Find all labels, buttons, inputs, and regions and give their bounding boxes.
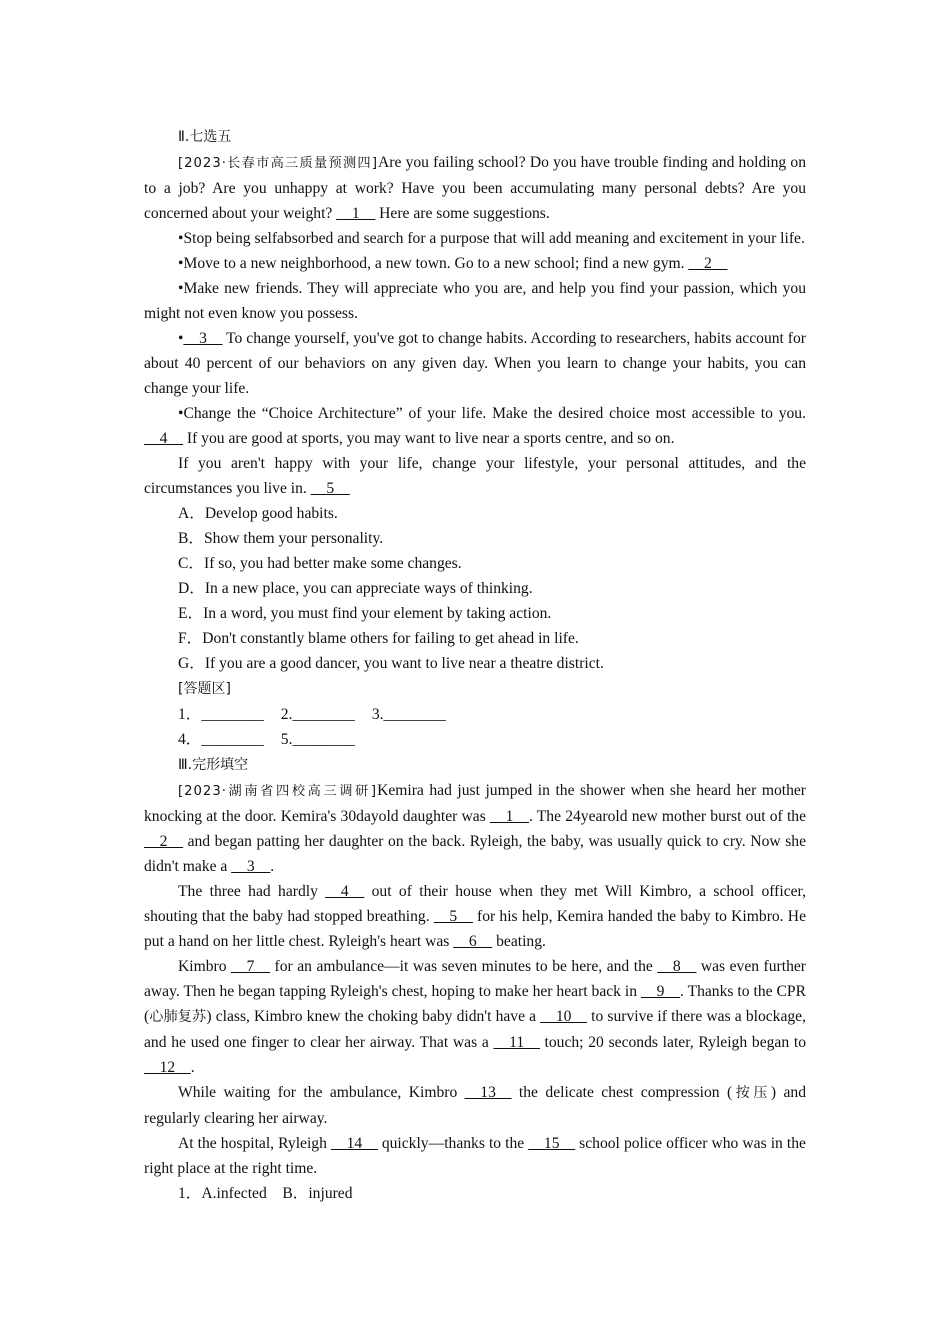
answer-slot-4[interactable]: 4．________ [178,731,264,748]
cloze-blank-1: __1__ [489,808,529,825]
cloze-paragraph-3: Kimbro __7__ for an ambulance—it was seven minutes to be here, and the __8__ was even further away. Then he began tapping Ryleigh's chest, hoping to make her heart back in __9__. Thanks to the CPR (心肺复苏) class, Kimbro knew the choking baby didn't have a __10__ to survive if there was a blockage, and he used one finger to clear her airway. That was a __11__ touch; 20 seconds later, Ryleigh began to __12__. [144,958,807,1076]
suggestion-5: •Change the “Choice Architecture” of your life. Make the desired choice most accessible to you. __4__ If you are good at sports, you may want to live near a sports centre, and so on. [144,405,806,447]
blank-5: __5__ [310,480,350,497]
suggestion-4: •__3__ To change yourself, you've got to change habits. According to researchers, habits account for about 40 percent of our behaviors on any given day. When you learn to change your habits, you can change your life. [144,330,806,397]
cloze-blank-8: __8__ [657,958,697,975]
cloze-blank-7: __7__ [231,958,271,975]
answer-slot-3[interactable]: 3.________ [371,706,446,723]
answer-row-1 [144,702,806,727]
section2-heading: Ⅱ.七选五 [178,129,232,145]
option-d: D．In a new place, you can appreciate ways of thinking. [178,580,533,597]
option-a: A．Develop good habits. [178,505,338,522]
option-b: B．Show them your personality. [178,530,384,547]
answer-slot-5[interactable]: 5.________ [280,731,355,748]
suggestion-2: •Move to a new neighborhood, a new town. Go to a new school; find a new gym. __2__ [178,255,728,272]
blank-1: __1__ [336,205,376,222]
section2-source: [2023·长春市高三质量预测四] [178,156,379,171]
cloze-paragraph-2: The three had hardly __4__ out of their house when they met Will Kimbro, a school officer, shouting that the baby had stopped breathing. __5__ for his help, Kemira handed the baby to Kimbro. He put a hand on her little chest. Ryleigh's heart was __6__ beating. [144,883,806,950]
option-f: F．Don't constantly blame others for failing to get ahead in life. [178,630,579,647]
cloze-blank-4: __4__ [325,883,365,900]
suggestion-1: •Stop being selfabsorbed and search for a purpose that will add meaning and excitement in your life. [178,230,805,247]
cloze-blank-11: __11__ [493,1034,540,1051]
blank-2: __2__ [688,255,728,272]
answer-area-label: [答题区] [178,681,231,697]
section3-heading: Ⅲ.完形填空 [178,757,249,773]
option-e: E．In a word, you must find your element by taking action. [178,605,552,622]
compression-chinese: 按压 [732,1085,771,1101]
blank-4: __4__ [144,430,183,447]
cloze-blank-3: __3__ [231,858,271,875]
section2-intro: [2023·长春市高三质量预测四]Are you failing school? Do you have trouble finding and holding on to a job? Are you unhappy at work? Have you been accumulating many personal debts? Are you concerned about your weight? __1__ Here are some suggestions. [144,154,806,222]
cloze-blank-2: __2__ [144,833,183,850]
cloze-paragraph-5: At the hospital, Ryleigh __14__ quickly—thanks to the __15__ school police officer who was in the right place at the right time. [144,1135,806,1177]
cloze-blank-10: __10__ [540,1008,587,1025]
answer-row-2 [144,727,806,752]
cloze-blank-6: __6__ [453,933,493,950]
blank-3: __3__ [183,330,223,347]
cloze-blank-13: __13__ [464,1084,512,1101]
answer-slot-2[interactable]: 2.________ [280,706,355,723]
cpr-chinese: 心肺复苏 [149,1009,207,1025]
cloze-blank-5: __5__ [433,908,473,925]
question-1-options: 1．A.infected B．injured [178,1185,353,1202]
cloze-blank-15: __15__ [528,1135,576,1152]
closing-paragraph: If you aren't happy with your life, change your lifestyle, your personal attitudes, and the circumstances you live in. __5__ [144,455,806,497]
section3-source: [2023·湖南省四校高三调研] [178,784,378,799]
document-content [144,124,806,1206]
cloze-blank-9: __9__ [641,983,680,1000]
cloze-blank-12: __12__ [144,1059,191,1076]
cloze-blank-14: __14__ [330,1135,378,1152]
suggestion-3: •Make new friends. They will appreciate who you are, and help you find your passion, which you might not even know you possess. [144,280,806,322]
option-c: C．If so, you had better make some changes. [178,555,462,572]
answer-slot-1[interactable]: 1．________ [178,706,264,723]
option-g: G．If you are a good dancer, you want to live near a theatre district. [178,655,604,672]
cloze-paragraph-4: While waiting for the ambulance, Kimbro __13__ the delicate chest compression (按压) and regularly clearing her airway. [144,1084,807,1127]
cloze-paragraph-1: [2023·湖南省四校高三调研]Kemira had just jumped in the shower when she heard her mother knocking at the door. Kemira's 30dayold daughter was __1__. The 24yearold new mother burst out of the __2__ and began patting her daughter on the back. Ryleigh, the baby, was usually quick to cry. Now she didn't make a __3__. [144,782,807,875]
